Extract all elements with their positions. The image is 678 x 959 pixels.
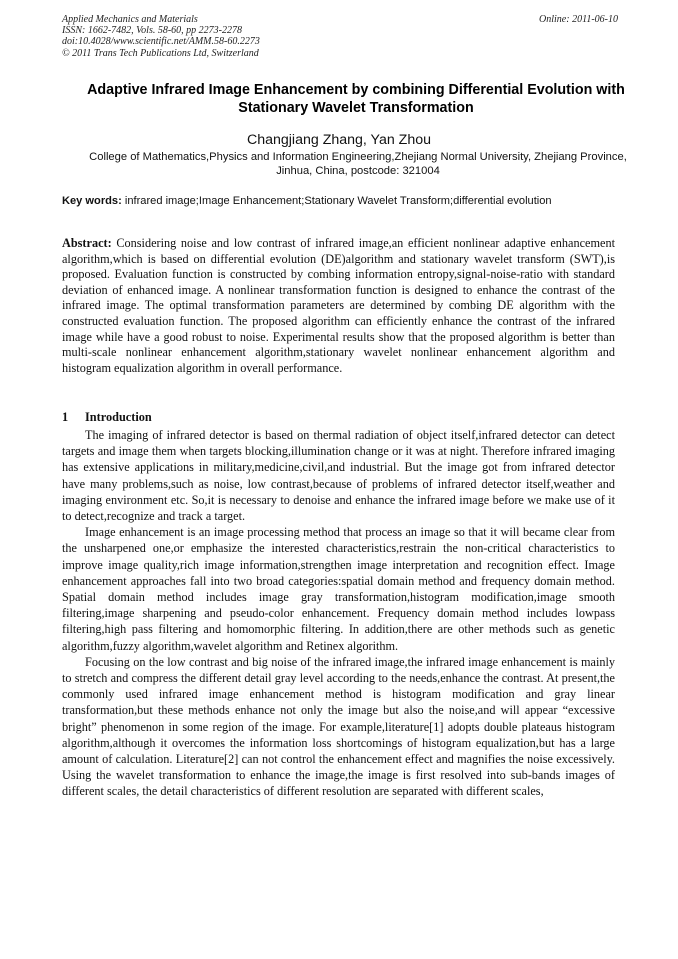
paragraph: The imaging of infrared detector is based on thermal radiation of object itself,infrared detector can detect targets and image them when targets blocking,illumination change or it was at night. Therefore infrared imaging has extensive applications in military,medicine,civil,and industrial. But the image got from infrared detector have many problems,such as noise, low contrast,because of problems of infrared detector itself,weather and imaging environment etc. So,it is necessary to denoise and enhance the infrared image before we make use of it to detect,recognize and track a target. bbox=[62, 428, 615, 524]
section-heading-introduction bbox=[62, 409, 152, 425]
keywords-label: Key words: bbox=[62, 195, 122, 207]
publication-header bbox=[62, 14, 618, 59]
section-title: Introduction bbox=[85, 410, 152, 424]
abstract-block bbox=[62, 236, 615, 376]
affiliation: College of Mathematics,Physics and Information Engineering,Zhejiang Normal University, Zhejiang Province, Jinhua, China, postcode: 321004 bbox=[89, 151, 627, 177]
section-number: 1 bbox=[62, 410, 69, 424]
author-list: Changjiang Zhang, Yan Zhou bbox=[246, 132, 432, 148]
online-date: Online: 2011-06-10 bbox=[539, 14, 618, 25]
doi-line: doi:10.4028/www.scientific.net/AMM.58-60.2273 bbox=[62, 36, 260, 48]
paper-title: Adaptive Infrared Image Enhancement by combining Differential Evolution with Stationary Wavelet Transformation bbox=[87, 82, 625, 116]
abstract-label: Abstract: bbox=[62, 236, 112, 250]
journal-name: Applied Mechanics and Materials bbox=[62, 14, 198, 25]
issn-line: ISSN: 1662-7482, Vols. 58-60, pp 2273-2278 bbox=[62, 25, 242, 37]
copyright-line: © 2011 Trans Tech Publications Ltd, Switzerland bbox=[62, 47, 259, 59]
keywords-block bbox=[62, 194, 615, 208]
introduction-body bbox=[62, 427, 615, 800]
paragraph: Image enhancement is an image processing method that process an image so that it will became clear from the unsharpened one,or emphasize the interested characteristics,restrain the non-critical characteristics to improve image quality,rich image information,strengthen image interpretation and recognition effect. Image enhancement approaches fall into two broad categories:spatial domain method and frequency domain method. Spatial domain method includes image gray transformation,histogram modification,image smooth filtering,image sharpening and pseudo-color enhancement. Frequency domain method includes lowpass filtering,high pass filtering and homomorphic filtering. In addition,there are other methods such as genetic algorithm,fuzzy algorithm,wavelet algorithm and Retinex algorithm. bbox=[62, 525, 615, 653]
keywords-text: infrared image;Image Enhancement;Stationary Wavelet Transform;differential evolution bbox=[121, 195, 552, 207]
paragraph: Focusing on the low contrast and big noise of the infrared image,the infrared image enhancement is mainly to stretch and compress the different detail gray level according to the needs,enhance the contrast. At present,the commonly used infrared image enhancement method is histogram modification and gray linear transformation,but these methods enhance not only the image but also the noise,and will appear “excessive bright” phenomenon in some region of the image. For example,literature[1] adopts double plateaus histogram algorithm,although it overcomes the information loss shortcomings of histogram equalization,but has a large amount of calculation. Literature[2] can not control the enhancement effect and magnifies the noise excessively. Using the wavelet transformation to enhance the image,the image is first resolved into sub-bands images of different scales, the detail characteristics of different resolution are separated with different scales, bbox=[62, 654, 615, 799]
abstract-text: Considering noise and low contrast of infrared image,an efficient nonlinear adaptive enhancement algorithm,which is based on differential evolution (DE)algorithm and stationary wavelet transform (SWT),is proposed. Evaluation function is constructed by combing information entropy,signal-noise-ratio with standard deviation of enhanced image. A nonlinear transformation function is designed to enhance the contrast of the infrared image. The optimal transformation parameters are determined by combing DE algorithm with the constructed evaluation function. The proposed algorithm can efficiently enhance the contrast of the infrared image while have a good robust to noise. Experimental results show that the proposed algorithm is better than multi-scale nonlinear enhancement algorithm,stationary wavelet nonlinear enhancement algorithm and histogram equalization algorithm in overall performance. bbox=[62, 236, 615, 375]
